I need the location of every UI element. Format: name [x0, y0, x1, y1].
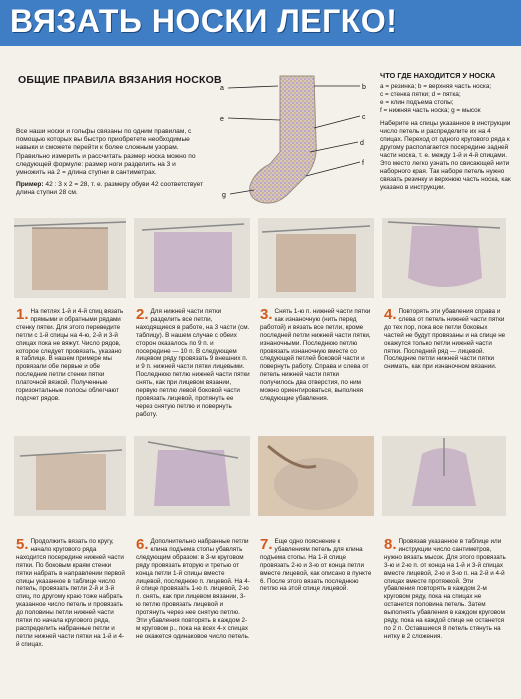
legend: [380, 72, 512, 192]
step-4-number: 4.: [384, 306, 397, 323]
step-6-number: 6.: [136, 536, 149, 553]
step-5-photo: [14, 436, 126, 516]
section-title: ОБЩИЕ ПРАВИЛА ВЯЗАНИЯ НОСКОВ: [18, 74, 222, 86]
step-6-text: Дополнительно набранные петли клина подъема стопы убавлять следующим образом: в 3-м круговом ряду провязать вторую и третью от конца петли 1-й спицы вместе лицевой, последнюю п. лицевой. На 4-й спице провязать 1-ю п. лицевой, 2-ю п. снять, как при лицевом вязании, 3-ю петлю провязать лицевой и протянуть через нее снятую петлю. Эти убавления повторять в каждом 2-м круговом р., пока на всех 4-х спицах не окажется одинаковое число петель.: [136, 538, 250, 640]
step-7: [260, 538, 374, 593]
example-label: Пример:: [16, 181, 44, 189]
step-3: [260, 308, 374, 403]
example-text: 42 : 3 х 2 = 28, т. е. размеру обуви 42 соответствует длина ступни 28 см.: [16, 181, 204, 197]
label-b: b: [362, 84, 366, 91]
sock-diagram-svg: [210, 72, 372, 208]
label-d: d: [360, 140, 364, 147]
step-2-photo: [134, 218, 250, 298]
page-title: ВЯЗАТЬ НОСКИ ЛЕГКО!: [10, 3, 398, 39]
legend-note: Наберите на спицы указанное в инструкции число петель и распределите их на 4 спицах. Переход от одного кругового ряда к другому располагается посередине задней части носка, т. е. между 1-й и 4-й спицами. Это место легко узнать по свисающей нити наборного края. Так наборе петель нужно связать резинку и верхнюю часть носка, как указано в инструкции.: [380, 120, 511, 191]
step-8: [384, 538, 506, 641]
step-4-photo: [382, 218, 506, 298]
step-1-number: 1.: [16, 306, 29, 323]
label-c: c: [362, 114, 366, 121]
step-5-text: Продолжить вязать по кругу, начало кругового ряда находится посередине нижней части пятки. По боковым краям стенки пятки набрать в направлении первой спицы указанное в таблице число петель, провязать петли 2-й и 3-й спиц, по другому краю тоже набрать указанное число петель и провязать до половины петли нижней части пятки по начала кругового ряда, распределить набранные петли и петли нижней части пятки на 1-й и 4-й спицах.: [16, 538, 125, 648]
step-6-photo: [134, 436, 250, 516]
step-3-text: Снять 1-ю п. нижней части пятки как изнаночную (нить перед работой) и вязать все петли, кроме последней петли нижней части пятки, изнаночными. Последнюю петлю провязать изнаночную вместе со следующей петлей боковой части и повернуть работу. Справа и слева от петель нижней части пятки получилось два отверстия, по ним можно ориентироваться, выполняя следующие убавления.: [260, 308, 371, 402]
sock-shape: [250, 76, 317, 203]
step-6: [136, 538, 250, 641]
legend-items: [380, 83, 512, 115]
step-4-text: Повторять эти убавления справа и слева от петель нижней части пятки до тех пор, пока все петли боковых частей не будут провязаны и на спице не окажутся только петли нижней части пятки. Последний ряд — лицевой. Последние петли нижней части пятки снимать, как при изнаночном вязании.: [384, 308, 506, 371]
legend-line-1: a = резинка; b = верхняя часть носка;: [380, 83, 492, 90]
legend-line-3: e = клин подъема стопы;: [380, 99, 454, 106]
step-3-number: 3.: [260, 306, 273, 323]
step-3-photo: [258, 218, 374, 298]
legend-line-4: f = нижняя часть носка; g = мысок: [380, 107, 481, 114]
title-banner: [0, 0, 521, 46]
step-2-text: Для нижней части пятки разделить все петли, находящиеся в работе, на 3 части (см. таблицу). В нашем случае с обеих сторон оказалось по 9 п. и посередине — 10 п. В следующем лицевом ряду провязать 9 внешних п. и 9 п. нижней части пятки лицевыми. Последнюю петлю нижней части пятки снять, как при лицевом вязании, первую петлю левой боковой части провязать лицевой, протянуть ее через снятую петлю и повернуть работу.: [136, 308, 250, 418]
label-e: e: [220, 116, 224, 123]
legend-title: ЧТО ГДЕ НАХОДИТСЯ У НОСКА: [380, 71, 496, 80]
step-7-text: Еще одно пояснение к убавлениям петель для клина подъема стопы. На 1-й спице провязать 2-ю и 3-ю от конца петли вместе лицевой, как описано в пункте 6. После этого вязать последнюю петлю на этой спице лицевой.: [260, 538, 372, 593]
legend-line-2: c = стенка пятки; d = пятка;: [380, 91, 461, 98]
intro-text: [16, 128, 204, 202]
step-5-number: 5.: [16, 536, 29, 553]
step-8-number: 8.: [384, 536, 397, 553]
step-5: [16, 538, 126, 649]
step-7-number: 7.: [260, 536, 273, 553]
label-f: f: [362, 160, 364, 167]
label-g: g: [222, 192, 226, 199]
step-1-photo: [14, 218, 126, 298]
step-8-text: Провязав указанное в таблице или инструкции число сантиметров, нужно вязать мысок. Для этого провязать 3-ю и 2-ю п. от конца на 1-й и 3-й спицах вместе лицевой, 2-ю и 3-ю п. на 2-й и 4-й спицах вместе протяжкой. Эти убавления повторять в каждом 2-м круговом ряду, пока на спицах не останется половина петель. Затем выполнять убавления в каждом круговом ряду, пока на каждой спице не останется по 2 п. Оставшиеся 8 петель стянуть на нитку в 2 сложения.: [384, 538, 506, 640]
step-2: [136, 308, 250, 419]
label-a: a: [220, 85, 224, 92]
intro-example: [16, 181, 204, 197]
intro-paragraph: Все наши носки и гольфы связаны по одним правилам, с помощью которых вы быстро приобретете необходимые навыки и сможете перейти к более сложным узорам. Правильно измерить и рассчитать размер носка можно по следующей формуле: размер ноги разделить на 3 и умножить на 2 = длина ступни в сантиметрах.: [16, 128, 196, 177]
step-1: [16, 308, 126, 403]
step-1-text: На петлях 1-й и 4-й спиц вязать прямыми и обратными рядами стенку пятки. Для этого переведите петли с 1-й спицы на 4-ю, 2-й и 3-й спицах пока не вяжут. Число рядов, которое следует провязать, указано в таблице. В нашем примере мы провязали обе первые и обе последние петли стенки пятки платочной вязкой. Полученные горизонтальные полосы облегчают подсчет рядов.: [16, 308, 124, 402]
step-2-number: 2.: [136, 306, 149, 323]
step-7-photo: [258, 436, 374, 516]
sock-diagram: [210, 72, 372, 208]
step-8-photo: [382, 436, 506, 516]
step-4: [384, 308, 506, 371]
